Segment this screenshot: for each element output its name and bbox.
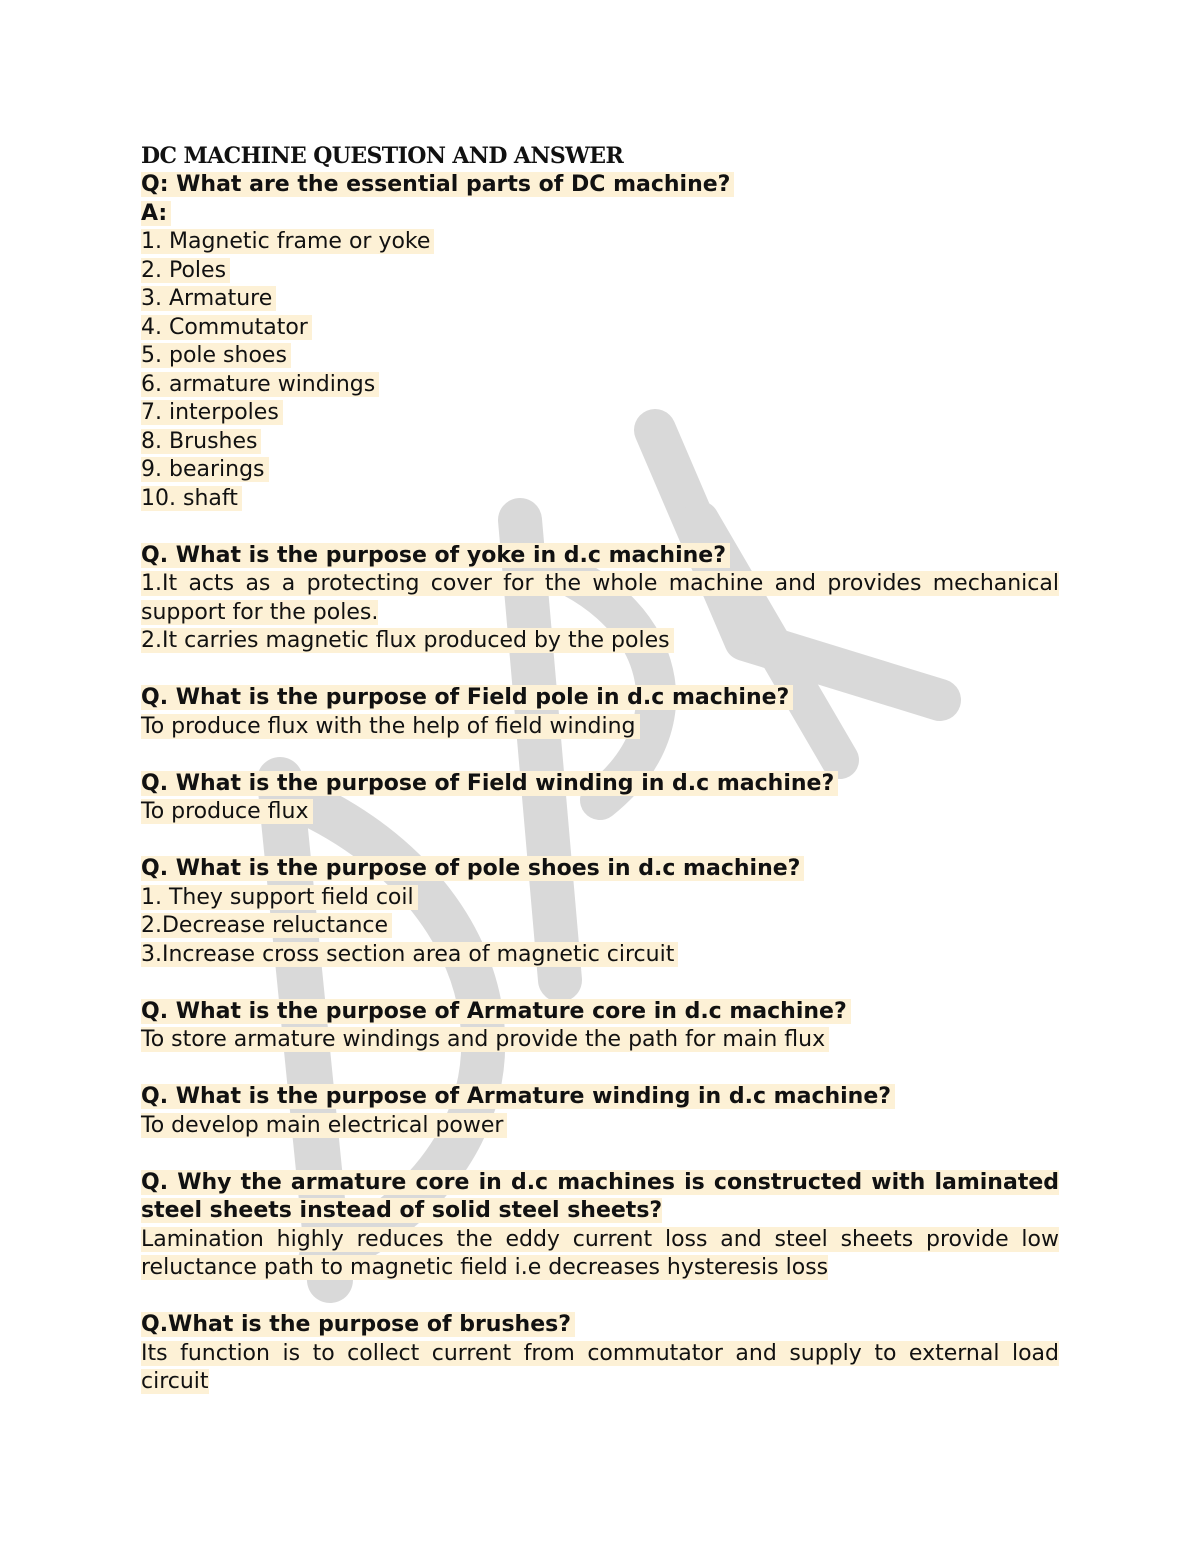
qa-essential-parts: [141, 171, 1059, 513]
question-text: Q. What is the purpose of pole shoes in d.c machine?: [141, 856, 804, 881]
question-text: Q. What is the purpose of yoke in d.c machine?: [141, 543, 730, 568]
answer-text: 1. They support field coil: [141, 885, 418, 910]
question-text: Q. What is the purpose of Field winding in d.c machine?: [141, 771, 838, 796]
list-item: 9. bearings: [141, 457, 269, 482]
document-title: DC MACHINE QUESTION AND ANSWER: [141, 143, 624, 169]
answer-label: A:: [141, 201, 171, 226]
list-item: 1. Magnetic frame or yoke: [141, 229, 434, 254]
list-item: 3. Armature: [141, 286, 276, 311]
list-item: 5. pole shoes: [141, 343, 291, 368]
qa-field-pole-purpose: [141, 684, 1059, 741]
answer-text: To produce flux with the help of field winding: [141, 714, 640, 739]
list-item: 7. interpoles: [141, 400, 283, 425]
qa-pole-shoes-purpose: [141, 855, 1059, 969]
list-item: 2. Poles: [141, 258, 230, 283]
qa-armature-core-purpose: [141, 998, 1059, 1055]
question-text: Q. Why the armature core in d.c machines is constructed with laminated steel sheets instead of solid steel sheets?: [141, 1169, 1059, 1223]
qa-brushes-purpose: [141, 1311, 1059, 1397]
qa-armature-winding-purpose: [141, 1083, 1059, 1140]
answer-text: 2.It carries magnetic flux produced by the poles: [141, 628, 674, 653]
answer-text: 2.Decrease reluctance: [141, 913, 392, 938]
qa-field-winding-purpose: [141, 770, 1059, 827]
question-text: Q. What is the purpose of Armature winding in d.c machine?: [141, 1084, 895, 1109]
answer-text: To produce flux: [141, 799, 313, 824]
list-item: 8. Brushes: [141, 429, 261, 454]
answer-text: Lamination highly reduces the eddy current loss and steel sheets provide low reluctance path to magnetic field i.e decreases hysteresis loss: [141, 1226, 1059, 1280]
answer-text: Its function is to collect current from commutator and supply to external load circuit: [141, 1340, 1059, 1394]
answer-text: 3.Increase cross section area of magnetic circuit: [141, 942, 678, 967]
answer-text: To store armature windings and provide the path for main flux: [141, 1027, 829, 1052]
list-item: 4. Commutator: [141, 315, 312, 340]
qa-yoke-purpose: [141, 542, 1059, 656]
qa-laminated-core: [141, 1169, 1059, 1283]
question-text: Q. What is the purpose of Field pole in d.c machine?: [141, 685, 793, 710]
list-item: 10. shaft: [141, 486, 242, 511]
answer-text: To develop main electrical power: [141, 1113, 507, 1138]
question-text: Q. What is the purpose of Armature core in d.c machine?: [141, 999, 851, 1024]
question-text: Q.What is the purpose of brushes?: [141, 1312, 575, 1337]
document-page: [141, 142, 1059, 1397]
answer-text: 1.It acts as a protecting cover for the whole machine and provides mechanical support for the poles.: [141, 571, 1059, 625]
question-text: Q: What are the essential parts of DC machine?: [141, 172, 734, 197]
list-item: 6. armature windings: [141, 372, 379, 397]
